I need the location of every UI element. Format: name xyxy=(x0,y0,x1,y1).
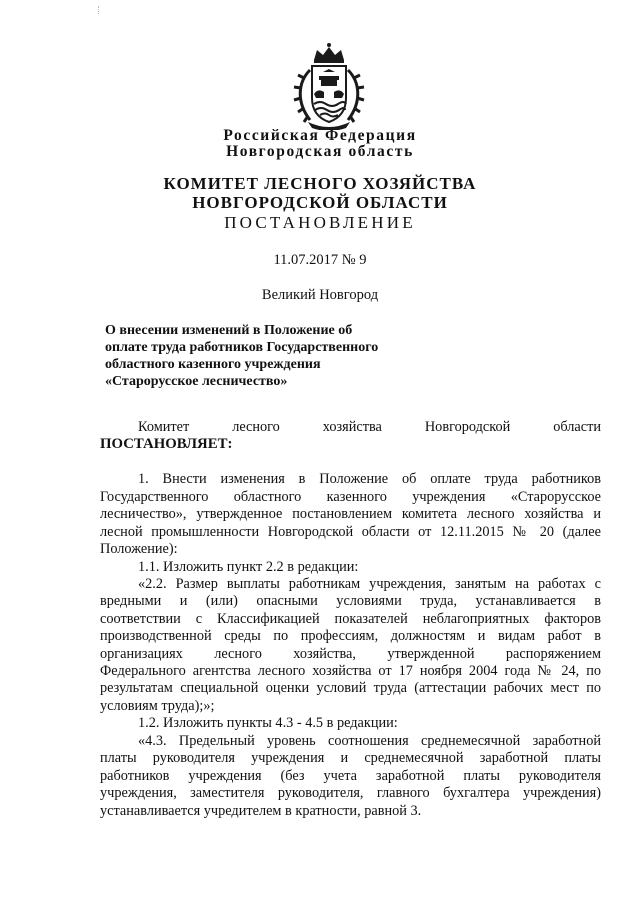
city: Великий Новгород xyxy=(261,287,379,303)
body-line: 1.1. Изложить пункт 2.2 в редакции: xyxy=(138,559,359,575)
body-line: «2.2. Размер выплаты работникам учреждения, занятым на работах с xyxy=(138,576,601,592)
subject-line: «Старорусское лесничество» xyxy=(105,374,288,389)
country-name: Российская Федерация xyxy=(223,127,417,144)
committee-name-line-2: НОВГОРОДСКОЙ ОБЛАСТИ xyxy=(192,193,448,212)
body-line: лесной промышленности Новгородской области от 12.11.2015 № 20 (далее xyxy=(100,524,601,540)
date-and-number: 11.07.2017 № 9 xyxy=(273,252,367,268)
scan-mark xyxy=(98,6,101,14)
body-line: «4.3. Предельный уровень соотношения среднемесячной заработной xyxy=(138,733,601,749)
body-line: условиям труда);»; xyxy=(100,698,215,714)
intro-word: Новгородской xyxy=(424,419,511,435)
body-line: работников учреждения (без учета заработной платы руководителя xyxy=(100,768,601,784)
body-line: платы руководителя учреждения и среднемесячной заработной платы xyxy=(100,750,601,766)
body-line: соответствии с Классификацией показателей неблагоприятных факторов xyxy=(100,611,601,627)
body-line: Положение): xyxy=(100,541,178,557)
body-line: учреждения, заместителя руководителя, главного бухгалтера учреждения) xyxy=(100,785,601,801)
decides-heading: ПОСТАНОВЛЯЕТ: xyxy=(100,436,233,452)
body-line: производственной среды по профессиям, должностям и видам работ в xyxy=(100,628,601,644)
subject-line: оплате труда работников Государственного xyxy=(105,340,379,355)
intro-word: хозяйства xyxy=(322,419,382,435)
region-name: Новгородская область xyxy=(226,143,414,160)
intro-line xyxy=(100,419,601,436)
body-line: Государственного областного казенного учреждения «Старорусское xyxy=(100,489,601,505)
document-subject xyxy=(105,322,378,390)
document-type: ПОСТАНОВЛЕНИЕ xyxy=(224,213,416,232)
subject-line: О внесении изменений в Положение об xyxy=(105,323,353,338)
intro-word: лесного xyxy=(232,419,280,435)
coat-of-arms-icon xyxy=(290,42,368,130)
body-line: организациях лесного хозяйства, утвержденной распоряжением xyxy=(100,646,601,662)
body-line: 1. Внести изменения в Положение об оплате труда работников xyxy=(138,471,601,487)
body-line: Федерального агентства лесного хозяйства от 17 ноября 2004 года № 24, по xyxy=(100,663,601,679)
committee-name-line-1: КОМИТЕТ ЛЕСНОГО ХОЗЯЙСТВА xyxy=(163,174,477,193)
body-line: результатам специальной оценки условий труда (аттестации рабочих мест по xyxy=(100,680,601,696)
body-line: лесничество», утвержденное постановлением комитета лесного хозяйства и xyxy=(100,506,601,522)
body-line: вредными и (или) опасными условиями труда, устанавливается в xyxy=(100,593,601,609)
subject-line: областного казенного учреждения xyxy=(105,357,321,372)
intro-word: области xyxy=(553,419,601,435)
body-line: устанавливается учредителем в кратности, равной 3. xyxy=(100,803,422,819)
intro-word: Комитет xyxy=(138,419,190,435)
body-line: 1.2. Изложить пункты 4.3 - 4.5 в редакции: xyxy=(138,715,398,731)
